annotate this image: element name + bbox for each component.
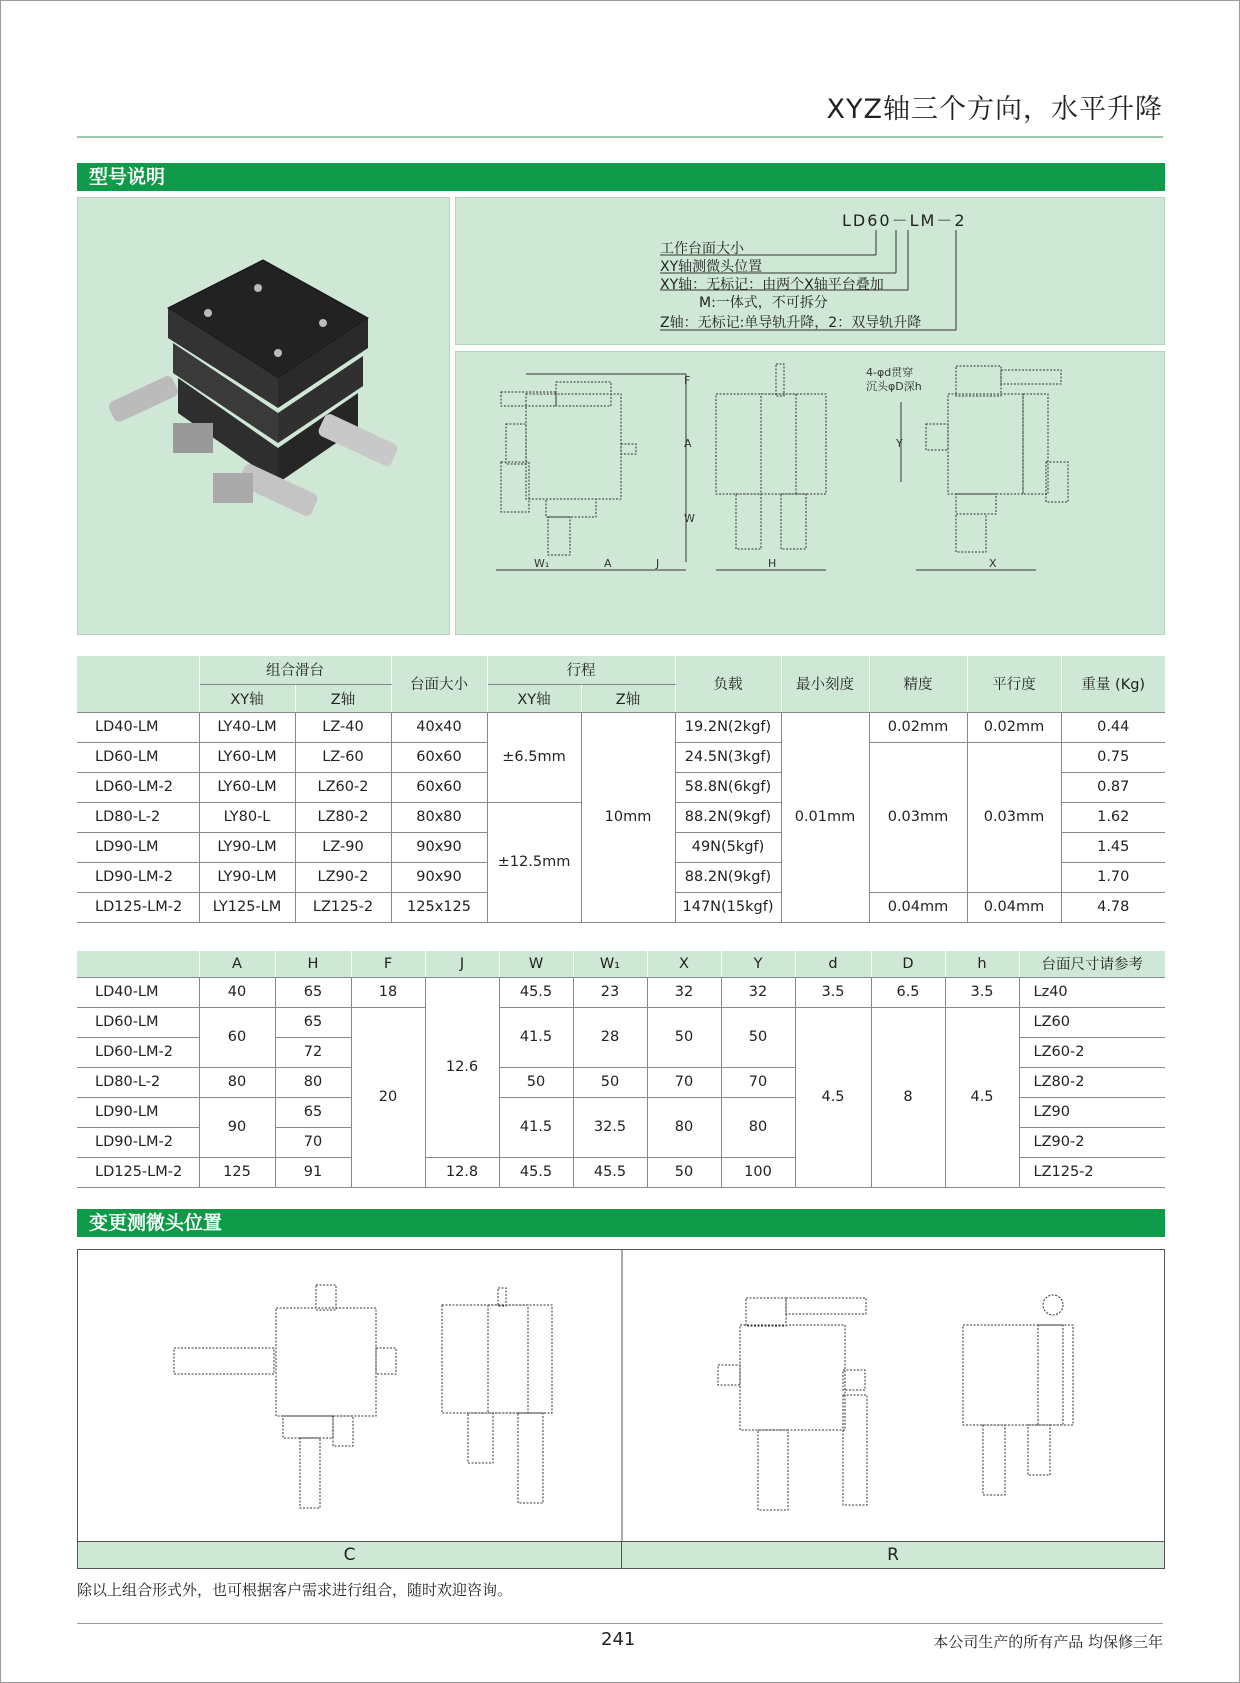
cell-W: 41.5 <box>499 1007 573 1067</box>
code-line-1: 工作台面大小 <box>660 241 744 257</box>
cell-weight: 0.75 <box>1061 742 1165 772</box>
cell-X: 50 <box>647 1157 721 1187</box>
hole-note-1: 4-φd贯穿 <box>866 366 914 379</box>
cell-ref: LZ125-2 <box>1019 1157 1165 1187</box>
th-D: D <box>871 951 945 977</box>
th-H: H <box>275 951 351 977</box>
cell-load: 88.2N(9kgf) <box>675 862 781 892</box>
cell-z: LZ-90 <box>295 832 391 862</box>
dim-label-X: X <box>989 557 997 570</box>
th-J: J <box>425 951 499 977</box>
code-line-3: XY轴：无标记：由两个X轴平台叠加 <box>660 277 884 293</box>
cell-surface: 60x60 <box>391 742 487 772</box>
warranty-note: 本公司生产的所有产品 均保修三年 <box>933 1633 1163 1651</box>
spec-table <box>77 656 1165 923</box>
cell-model: LD125-LM-2 <box>77 892 199 922</box>
cell-model: LD40-LM <box>77 712 199 742</box>
table-row <box>77 712 1165 742</box>
cell-X: 80 <box>647 1097 721 1157</box>
cell-A: 40 <box>199 977 275 1007</box>
cell-Y: 70 <box>721 1067 795 1097</box>
code-line-5: Z轴：无标记:单导轨升降，2：双导轨升降 <box>660 315 922 331</box>
cell-H: 72 <box>275 1037 351 1067</box>
cell-W: 45.5 <box>499 1157 573 1187</box>
cell-weight: 1.45 <box>1061 832 1165 862</box>
cell-Y: 50 <box>721 1007 795 1067</box>
cell-X: 70 <box>647 1067 721 1097</box>
cell-z: LZ80-2 <box>295 802 391 832</box>
cell-xy: LY60-LM <box>199 742 295 772</box>
cell-J: 12.8 <box>425 1157 499 1187</box>
cell-travel-xy: ±6.5mm <box>487 712 581 802</box>
cell-model: LD40-LM <box>77 977 199 1007</box>
page-title: XYZ轴三个方向，水平升降 <box>826 94 1163 125</box>
cell-H: 70 <box>275 1127 351 1157</box>
cell-precision: 0.04mm <box>869 892 967 922</box>
page-number: 241 <box>601 1629 636 1650</box>
cell-load: 24.5N(3kgf) <box>675 742 781 772</box>
model-code-panel <box>455 197 1165 345</box>
cell-weight: 0.44 <box>1061 712 1165 742</box>
cell-load: 58.8N(6kgf) <box>675 772 781 802</box>
dimension-drawing-panel <box>455 351 1165 635</box>
th-load: 负载 <box>675 656 781 712</box>
cell-Y: 32 <box>721 977 795 1007</box>
cell-J: 12.6 <box>425 977 499 1157</box>
dim-label-W: W <box>684 512 695 525</box>
cell-xy: LY90-LM <box>199 832 295 862</box>
cell-ref: Lz40 <box>1019 977 1165 1007</box>
dim-label-W1: W₁ <box>534 557 550 570</box>
dimension-table <box>77 951 1165 1188</box>
cell-xy: LY40-LM <box>199 712 295 742</box>
code-line-4: M:一体式，不可拆分 <box>699 295 828 311</box>
cell-model: LD90-LM-2 <box>77 862 199 892</box>
cell-X: 50 <box>647 1007 721 1067</box>
th-z: Z轴 <box>295 684 391 712</box>
cell-A: 125 <box>199 1157 275 1187</box>
cell-D: 8 <box>871 1007 945 1187</box>
cell-model: LD90-LM-2 <box>77 1127 199 1157</box>
cell-model: LD60-LM <box>77 742 199 772</box>
cell-surface: 80x80 <box>391 802 487 832</box>
th-parallel: 平行度 <box>967 656 1061 712</box>
th-W1: W₁ <box>573 951 647 977</box>
cell-W: 45.5 <box>499 977 573 1007</box>
cell-surface: 40x40 <box>391 712 487 742</box>
cell-travel-xy: ±12.5mm <box>487 802 581 922</box>
cell-xy: LY60-LM <box>199 772 295 802</box>
th-weight: 重量 (Kg) <box>1061 656 1165 712</box>
cell-model: LD90-LM <box>77 1097 199 1127</box>
th-combo: 组合滑台 <box>199 656 391 684</box>
cell-ref: LZ60-2 <box>1019 1037 1165 1067</box>
cell-A: 60 <box>199 1007 275 1067</box>
cell-precision: 0.02mm <box>869 712 967 742</box>
cell-travel-z: 10mm <box>581 712 675 922</box>
th-travel-xy: XY轴 <box>487 684 581 712</box>
cell-d: 4.5 <box>795 1007 871 1187</box>
cell-parallel: 0.03mm <box>967 742 1061 892</box>
cell-Y: 80 <box>721 1097 795 1157</box>
cell-surface: 60x60 <box>391 772 487 802</box>
header-divider <box>77 136 1163 138</box>
hole-note-2: 沉头φD深h <box>866 380 922 393</box>
cell-Y: 100 <box>721 1157 795 1187</box>
th-F: F <box>351 951 425 977</box>
cell-xy: LY90-LM <box>199 862 295 892</box>
th-W: W <box>499 951 573 977</box>
cell-H: 80 <box>275 1067 351 1097</box>
table-row <box>77 977 1165 1007</box>
variant-label-r: R <box>887 1545 899 1565</box>
code-leader-lines <box>456 198 1166 346</box>
variant-label-c: C <box>78 1542 622 1568</box>
cell-W1: 28 <box>573 1007 647 1067</box>
th-surface: 台面大小 <box>391 656 487 712</box>
cell-surface: 125x125 <box>391 892 487 922</box>
dimension-drawing <box>456 352 1166 636</box>
cell-model: LD60-LM-2 <box>77 772 199 802</box>
cell-W1: 50 <box>573 1067 647 1097</box>
cell-W1: 23 <box>573 977 647 1007</box>
cell-weight: 1.70 <box>1061 862 1165 892</box>
th-Y: Y <box>721 951 795 977</box>
th-ref: 台面尺寸请参考 <box>1019 951 1165 977</box>
cell-F: 18 <box>351 977 425 1007</box>
variant-drawings-box <box>77 1249 1165 1569</box>
custom-note: 除以上组合形式外，也可根据客户需求进行组合，随时欢迎咨询。 <box>77 1581 513 1599</box>
th-h: h <box>945 951 1019 977</box>
th-xy: XY轴 <box>199 684 295 712</box>
cell-model: LD90-LM <box>77 832 199 862</box>
cell-W1: 45.5 <box>573 1157 647 1187</box>
dim-label-A2: A <box>604 557 612 570</box>
cell-z: LZ60-2 <box>295 772 391 802</box>
cell-model: LD80-L-2 <box>77 1067 199 1097</box>
cell-precision: 0.03mm <box>869 742 967 892</box>
th-scale: 最小刻度 <box>781 656 869 712</box>
model-code: LD60－LM－2 <box>842 211 967 230</box>
cell-scale: 0.01mm <box>781 712 869 922</box>
cell-H: 65 <box>275 977 351 1007</box>
cell-H: 91 <box>275 1157 351 1187</box>
cell-weight: 0.87 <box>1061 772 1165 802</box>
dim-label-J: J <box>656 557 660 570</box>
th-A: A <box>199 951 275 977</box>
cell-parallel: 0.02mm <box>967 712 1061 742</box>
dim-label-A: A <box>684 437 692 450</box>
cell-h: 3.5 <box>945 977 1019 1007</box>
th-blank <box>77 951 199 977</box>
dim-label-H: H <box>768 557 777 570</box>
cell-model: LD125-LM-2 <box>77 1157 199 1187</box>
cell-H: 65 <box>275 1007 351 1037</box>
cell-F: 20 <box>351 1007 425 1187</box>
cell-surface: 90x90 <box>391 862 487 892</box>
cell-model: LD80-L-2 <box>77 802 199 832</box>
cell-W1: 32.5 <box>573 1097 647 1157</box>
th-X: X <box>647 951 721 977</box>
section-change-micrometer: 变更测微头位置 <box>77 1209 1165 1237</box>
dim-label-Y: Y <box>896 437 903 450</box>
cell-ref: LZ60 <box>1019 1007 1165 1037</box>
th-blank <box>77 656 199 712</box>
product-photo <box>78 198 451 636</box>
cell-load: 147N(15kgf) <box>675 892 781 922</box>
th-precision: 精度 <box>869 656 967 712</box>
cell-model: LD60-LM <box>77 1007 199 1037</box>
cell-load: 49N(5kgf) <box>675 832 781 862</box>
cell-ref: LZ90-2 <box>1019 1127 1165 1157</box>
cell-A: 90 <box>199 1097 275 1157</box>
cell-H: 65 <box>275 1097 351 1127</box>
product-photo-panel <box>77 197 450 635</box>
table-row <box>77 1007 1165 1037</box>
cell-W: 41.5 <box>499 1097 573 1157</box>
cell-X: 32 <box>647 977 721 1007</box>
variant-drawings <box>78 1250 1166 1542</box>
cell-weight: 4.78 <box>1061 892 1165 922</box>
cell-z: LZ125-2 <box>295 892 391 922</box>
cell-D: 6.5 <box>871 977 945 1007</box>
section-model-description: 型号说明 <box>77 163 1165 191</box>
cell-surface: 90x90 <box>391 832 487 862</box>
cell-parallel: 0.04mm <box>967 892 1061 922</box>
cell-xy: LY125-LM <box>199 892 295 922</box>
variant-labels-row <box>77 1541 1165 1569</box>
th-d: d <box>795 951 871 977</box>
cell-z: LZ90-2 <box>295 862 391 892</box>
cell-xy: LY80-L <box>199 802 295 832</box>
cell-z: LZ-60 <box>295 742 391 772</box>
cell-ref: LZ80-2 <box>1019 1067 1165 1097</box>
code-line-2: XY轴测微头位置 <box>660 259 763 275</box>
cell-model: LD60-LM-2 <box>77 1037 199 1067</box>
cell-h: 4.5 <box>945 1007 1019 1187</box>
cell-z: LZ-40 <box>295 712 391 742</box>
dim-label-F: F <box>684 374 691 387</box>
cell-load: 19.2N(2kgf) <box>675 712 781 742</box>
cell-ref: LZ90 <box>1019 1097 1165 1127</box>
cell-W: 50 <box>499 1067 573 1097</box>
th-travel-z: Z轴 <box>581 684 675 712</box>
footer-divider <box>77 1623 1163 1624</box>
cell-load: 88.2N(9kgf) <box>675 802 781 832</box>
cell-d: 3.5 <box>795 977 871 1007</box>
cell-A: 80 <box>199 1067 275 1097</box>
cell-weight: 1.62 <box>1061 802 1165 832</box>
th-travel: 行程 <box>487 656 675 684</box>
